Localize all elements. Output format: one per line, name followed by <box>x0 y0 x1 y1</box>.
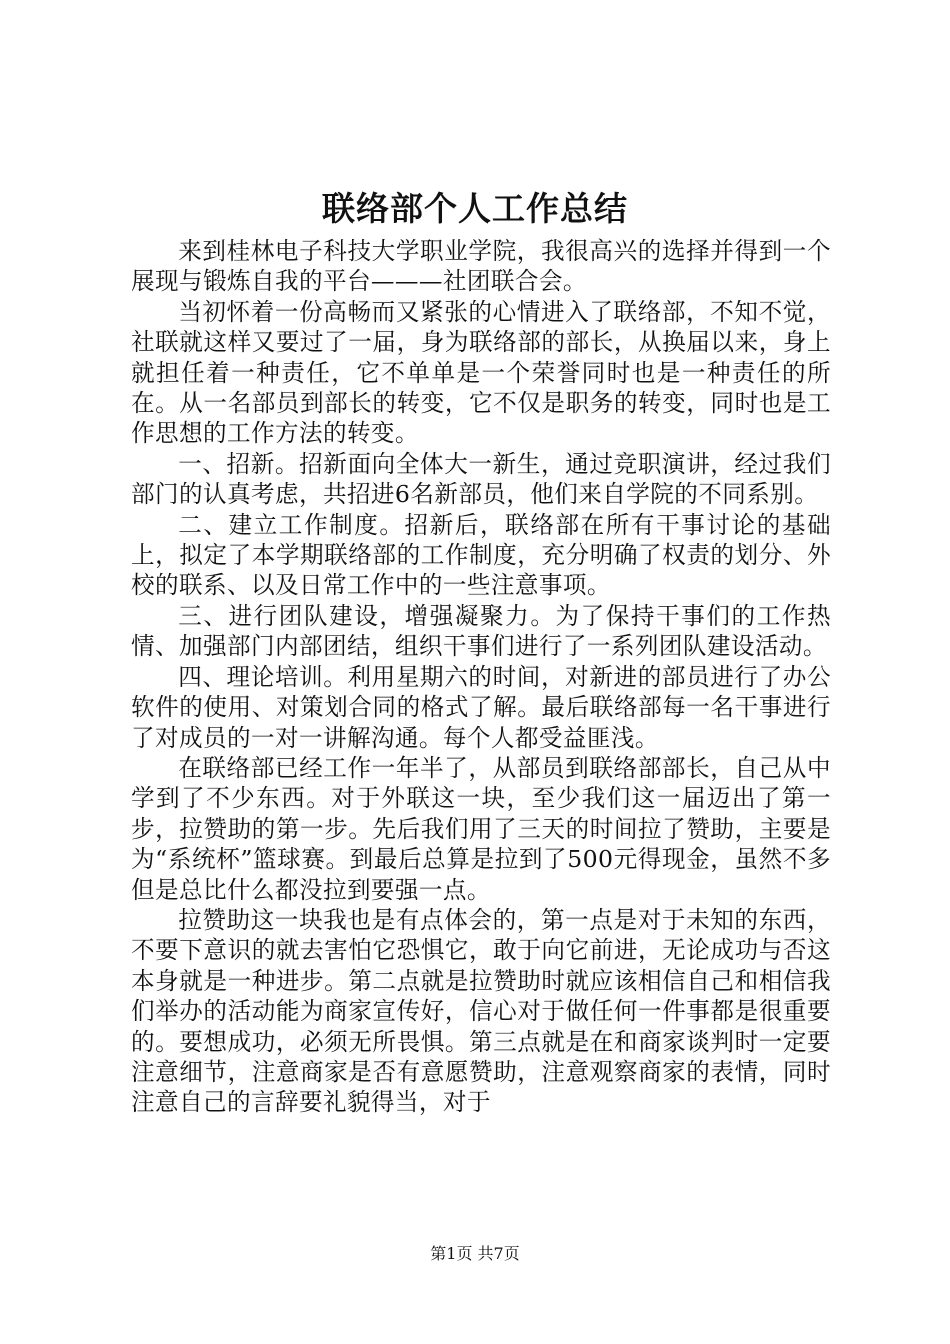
paragraph: 一、招新。招新面向全体大一新生，通过竞职演讲，经过我们部门的认真考虑，共招进6名新部员，他们来自学院的不同系别。 <box>131 449 831 509</box>
paragraph: 在联络部已经工作一年半了，从部员到联络部部长，自己从中学到了不少东西。对于外联这一块，至少我们这一届迈出了第一步，拉赞助的第一步。先后我们用了三天的时间拉了赞助，主要是为“系统杯”篮球赛。到最后总算是拉到了500元得现金，虽然不多但是总比什么都没拉到要强一点。 <box>131 753 831 904</box>
document-title: 联络部个人工作总结 <box>322 189 628 228</box>
paragraph: 二、建立工作制度。招新后，联络部在所有干事讨论的基础上，拟定了本学期联络部的工作制度，充分明确了权责的划分、外校的联系、以及日常工作中的一些注意事项。 <box>131 510 831 600</box>
paragraph: 当初怀着一份高畅而又紧张的心情进入了联络部，不知不觉，社联就这样又要过了一届，身为联络部的部长，从换届以来，身上就担任着一种责任，它不单单是一个荣誉同时也是一种责任的所在。从一名部员到部长的转变，它不仅是职务的转变，同时也是工作思想的工作方法的转变。 <box>131 297 831 448</box>
page-footer: 第1页 共7页 <box>430 1244 520 1263</box>
paragraph: 四、理论培训。利用星期六的时间，对新进的部员进行了办公软件的使用、对策划合同的格式了解。最后联络部每一名干事进行了对成员的一对一讲解沟通。每个人都受益匪浅。 <box>131 662 831 752</box>
paragraph: 拉赞助这一块我也是有点体会的，第一点是对于未知的东西，不要下意识的就去害怕它恐惧它，敢于向它前进，无论成功与否这本身就是一种进步。第二点就是拉赞助时就应该相信自己和相信我们举办的活动能为商家宣传好，信心对于做任何一件事都是很重要的。要想成功，必须无所畏惧。第三点就是在和商家谈判时一定要注意细节，注意商家是否有意愿赞助，注意观察商家的表情，同时注意自己的言辞要礼貌得当，对于 <box>131 905 831 1117</box>
document-body <box>131 236 831 1118</box>
paragraph: 三、进行团队建设，增强凝聚力。为了保持干事们的工作热情、加强部门内部团结，组织干事们进行了一系列团队建设活动。 <box>131 601 831 661</box>
paragraph: 来到桂林电子科技大学职业学院，我很高兴的选择并得到一个展现与锻炼自我的平台———社团联合会。 <box>131 237 831 296</box>
